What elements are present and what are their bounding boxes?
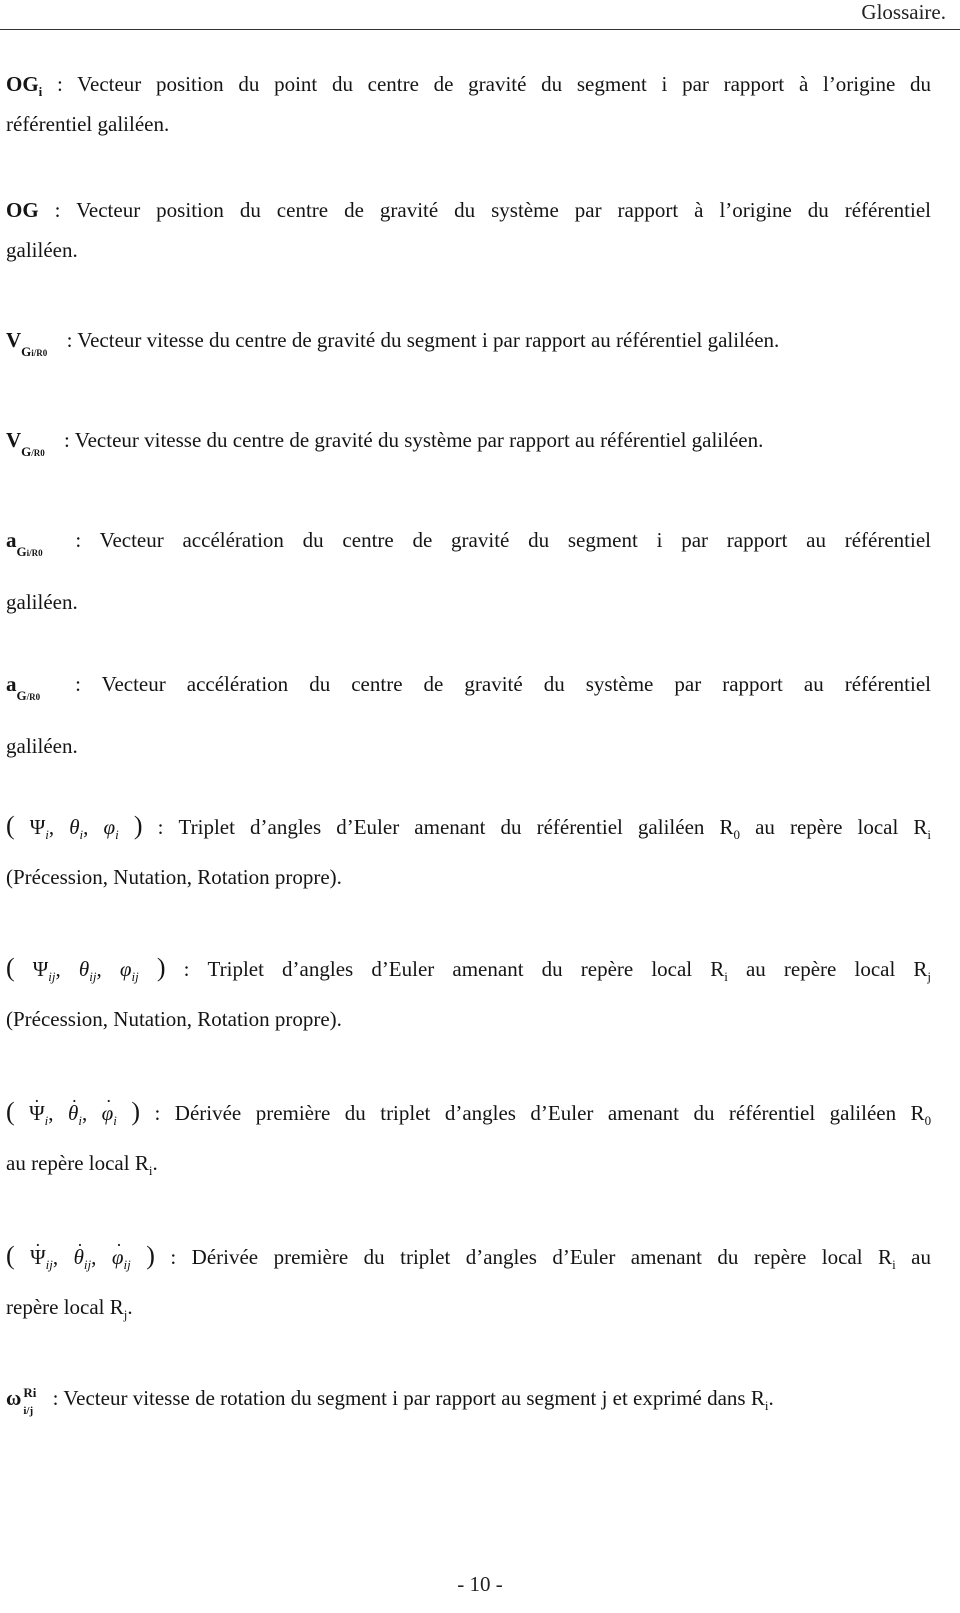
glossary-entry-euler-deriv-ij bbox=[6, 1236, 931, 1327]
glossary-entry-euler-i bbox=[6, 806, 931, 897]
symbol: $a_{Gi/R0}$ bbox=[6, 528, 43, 559]
entry-text: : Dérivée première du triplet d’angles d’Euler amenant du repère local R bbox=[154, 1245, 893, 1269]
symbol: OG bbox=[6, 72, 39, 96]
entry-text: : Triplet d’angles d’Euler amenant du référentiel galiléen R bbox=[142, 815, 734, 839]
entry-line bbox=[6, 190, 931, 230]
entry-text: au bbox=[895, 1245, 931, 1269]
entry-text-cont: galiléen. bbox=[6, 734, 78, 758]
entry-text: : Triplet d’angles d’Euler amenant du repère local R bbox=[165, 957, 725, 981]
entry-text: : Vecteur accélération du centre de gravité du système par rapport au référentiel bbox=[54, 672, 931, 696]
entry-line bbox=[6, 64, 931, 104]
entry-text-cont: galiléen. bbox=[6, 590, 78, 614]
glossary-entry-og-i bbox=[6, 64, 931, 144]
entry-text-cont: référentiel galiléen. bbox=[6, 112, 170, 136]
entry-text-cont: au repère local $R_i$. bbox=[6, 1151, 158, 1179]
entry-line: ( $\Psi_{ij}$, $\theta_{ij}$, $\varphi_{ij}$ ) : Triplet d’angles d’Euler amenant du repère local $R_i$ au repère local $R_j$ bbox=[6, 953, 932, 985]
entry-line: ( $\Psi_i$, $\theta_i$, $\varphi_i$ ) : Triplet d’angles d’Euler amenant du référentiel galiléen $R_0$ au repère local $R_i$ bbox=[6, 811, 932, 843]
entry-line bbox=[6, 664, 931, 708]
entry-text-cont: (Précession, Nutation, Rotation propre). bbox=[6, 865, 342, 889]
glossary-entry-euler-deriv-i bbox=[6, 1092, 931, 1183]
entry-text: : Vecteur vitesse de rotation du segment i par rapport au segment j et exprimé dans R bbox=[47, 1386, 765, 1410]
entry-line: ( Ψ $˙_i$, θ $˙_i$, φ $˙_i$ ) : Dérivée première du triplet d’angles d’Euler amenant du référentiel galiléen $R_0$ bbox=[6, 1092, 931, 1133]
glossary-entry-a-gi bbox=[6, 520, 931, 622]
page-title: Glossaire. bbox=[861, 0, 946, 24]
entry-text: au repère local R bbox=[739, 815, 928, 839]
entry-text: : Vecteur position du point du centre de gravité du segment i par rapport à l’origine du bbox=[42, 72, 931, 96]
euler-derivative-symbol: ( Ψ $˙_{ij}$, θ $˙_{ij}$, φ $˙_{ij}$ ) bbox=[6, 1245, 155, 1269]
symbol-subscript: i bbox=[38, 84, 43, 100]
entry-text: : Vecteur vitesse du centre de gravité du segment i par rapport au référentiel galiléen. bbox=[61, 328, 780, 352]
symbol: $V_{Gi/R0}$ bbox=[6, 328, 48, 359]
euler-triplet-symbol: ( $\Psi_i$, $\theta_i$, $\varphi_i$ ) bbox=[6, 811, 143, 843]
page-header bbox=[0, 0, 960, 30]
symbol: OG bbox=[6, 198, 39, 222]
entry-text-cont: galiléen. bbox=[6, 238, 78, 262]
entry-text: : Vecteur accélération du centre de gravité du segment i par rapport au référentiel bbox=[56, 528, 931, 552]
symbol: ω Ri i/j bbox=[6, 1385, 37, 1417]
symbol: $V_{G/R0}$ bbox=[6, 428, 45, 459]
page-number: - 10 - bbox=[457, 1572, 503, 1596]
glossary-entry-v-gi bbox=[6, 320, 931, 364]
entry-line: ( Ψ $˙_{ij}$, θ $˙_{ij}$, φ $˙_{ij}$ ) : Dérivée première du triplet d’angles d’Euler amenant du repère local $R_i$ au bbox=[6, 1236, 931, 1277]
entry-text-cont: (Précession, Nutation, Rotation propre). bbox=[6, 1007, 342, 1031]
entry-text: : Dérivée première du triplet d’angles d’Euler amenant du référentiel galiléen R bbox=[140, 1101, 925, 1125]
header-rule bbox=[0, 29, 960, 30]
glossary-entry-v-g bbox=[6, 420, 931, 464]
euler-derivative-symbol: ( Ψ $˙_i$, θ $˙_i$, φ $˙_i$ ) bbox=[6, 1101, 140, 1125]
glossary-entry-og bbox=[6, 190, 931, 270]
symbol: $a_{G/R0}$ bbox=[6, 672, 41, 703]
entry-text-cont: repère local $R_j$. bbox=[6, 1295, 133, 1323]
entry-text: : Vecteur vitesse du centre de gravité du système par rapport au référentiel galiléen. bbox=[58, 428, 764, 452]
glossary-entry-a-g bbox=[6, 664, 931, 766]
entry-text: au repère local R bbox=[727, 957, 928, 981]
entry-line bbox=[6, 520, 931, 564]
glossary-entry-euler-ij bbox=[6, 948, 931, 1039]
glossary-entry-omega: ω Ri i/j : Vecteur vitesse de rotation du segment i par rapport au segment j et exprimé dans $R_i$. bbox=[6, 1378, 931, 1418]
entry-text: : Vecteur position du centre de gravité du système par rapport à l’origine du référentiel bbox=[38, 198, 931, 222]
euler-triplet-symbol: ( $\Psi_{ij}$, $\theta_{ij}$, $\varphi_{ij}$ ) bbox=[6, 953, 166, 985]
